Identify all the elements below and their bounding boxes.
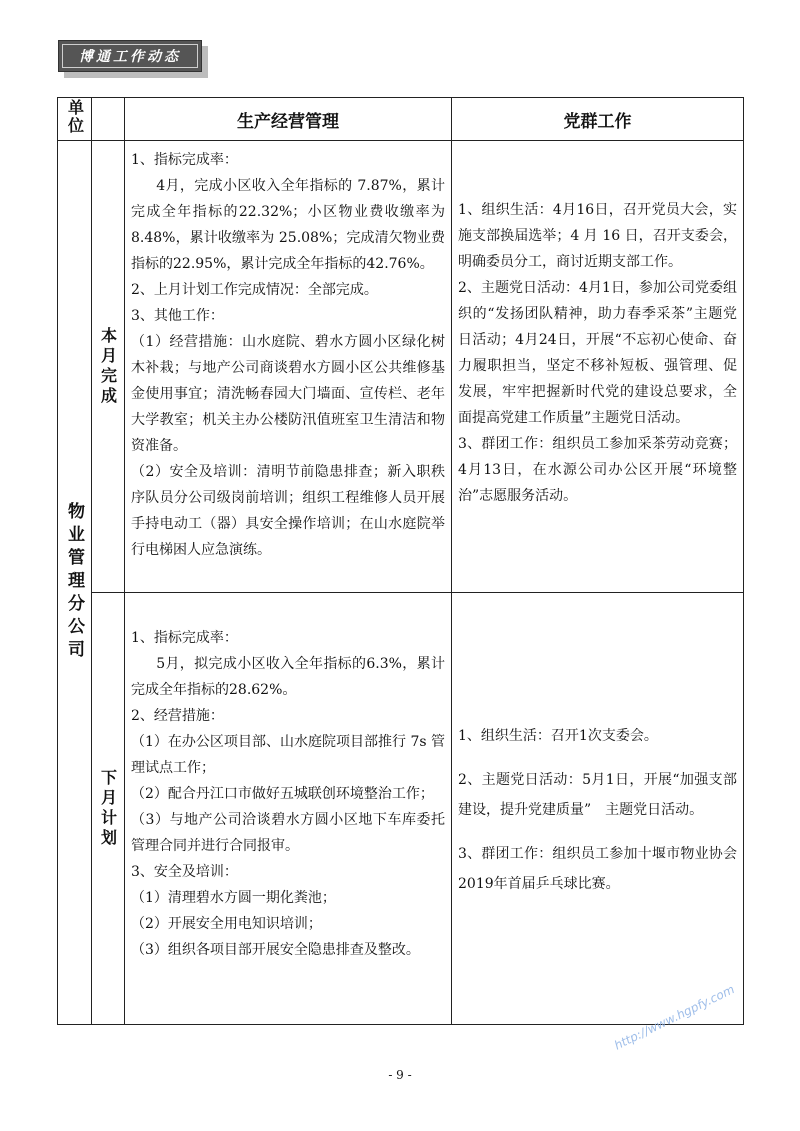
production-current-cell <box>125 141 452 593</box>
page-number: - 9 - <box>388 1068 412 1082</box>
production-current-line: 2、上月计划工作完成情况：全部完成。 <box>131 282 378 298</box>
party-next-line: 2、主题党日活动：5月1日，开展“加强支部建设，提升党建质量” 主题党日活动。 <box>458 772 737 818</box>
work-report-table <box>57 97 744 1025</box>
row-label-cell-current <box>92 141 125 593</box>
party-next-cell <box>452 593 744 1025</box>
table-header-row <box>58 98 744 141</box>
table-row-current-month <box>58 141 744 593</box>
unit-name: 物业管理分公司 <box>64 502 84 663</box>
production-current-line: 3、其他工作： <box>131 308 224 324</box>
production-current-line: 1、指标完成率： <box>131 152 238 168</box>
production-next-line: 1、指标完成率： <box>131 630 238 646</box>
production-current-line: （2）安全及培训：清明节前隐患排查；新入职秩序队员分公司级岗前培训；组织工程维修人员开展手持电动工（器）具安全操作培训；在山水庭院举行电梯困人应急演练。 <box>131 464 445 558</box>
production-current-line: 4月，完成小区收入全年指标的 7.87%，累计完成全年指标的22.32%；小区物业费收缴率为8.48%，累计收缴率为 25.08%；完成清欠物业费指标的22.95%，累计完成全年指标的42.76%。 <box>131 178 445 272</box>
party-next-line: 3、群团工作：组织员工参加十堰市物业协会2019年首届乒乓球比赛。 <box>458 846 737 892</box>
production-current-line: （1）经营措施：山水庭院、碧水方圆小区绿化树木补栽；与地产公司商谈碧水方圆小区公共维修基金使用事宜；清洗畅春园大门墙面、宣传栏、老年大学教室；机关主办公楼防汛值班室卫生清洁和物资准备。 <box>131 334 445 454</box>
watermark: http://www.hgpfy.com <box>612 982 737 1053</box>
header-production: 生产经营管理 <box>125 98 452 141</box>
production-next-line: 5月，拟完成小区收入全年指标的6.3%，累计完成全年指标的28.62%。 <box>131 656 445 698</box>
production-next-line: （1）在办公区项目部、山水庭院项目部推行 7s 管理试点工作； <box>131 734 445 776</box>
production-next-line: （3）与地产公司洽谈碧水方圆小区地下车库委托管理合同并进行合同报审。 <box>131 812 445 854</box>
production-next-line: （2）开展安全用电知识培训； <box>131 916 322 932</box>
header-party: 党群工作 <box>452 98 744 141</box>
production-next-cell <box>125 593 452 1025</box>
party-current-line: 1、组织生活：4月16日，召开党员大会，实施支部换届选举；4 月 16 日，召开支委会，明确委员分工，商讨近期支部工作。 <box>458 202 737 270</box>
row-label-current: 本月完成 <box>98 326 118 407</box>
row-label-next: 下月计划 <box>98 768 118 849</box>
production-next-line: 3、安全及培训： <box>131 864 238 880</box>
party-current-line: 2、主题党日活动：4月1日，参加公司党委组织的“发扬团队精神，助力春季采茶”主题党日活动；4月24日，开展“不忘初心使命、奋力履职担当，坚定不移补短板、强管理、促发展，牢牢把握新时代党的建设总要求，全面提高党建工作质量”主题党日活动。 <box>458 280 737 426</box>
table-row-next-month <box>58 593 744 1025</box>
production-next-line: （3）组织各项目部开展安全隐患排查及整改。 <box>131 942 420 958</box>
header-blank <box>92 98 125 141</box>
production-next-line: （2）配合丹江口市做好五城联创环境整治工作； <box>131 786 434 802</box>
tag-box <box>58 40 202 72</box>
party-next-line: 1、组织生活：召开1次支委会。 <box>458 728 658 744</box>
party-current-line: 3、群团工作：组织员工参加采茶劳动竞赛；4月13日，在水源公司办公区开展“环境整治”志愿服务活动。 <box>458 436 737 504</box>
section-tag <box>58 40 208 78</box>
production-next-line: 2、经营措施： <box>131 708 224 724</box>
section-tag-text: 博通工作动态 <box>79 49 181 65</box>
party-current-cell <box>452 141 744 593</box>
row-label-cell-next <box>92 593 125 1025</box>
production-next-line: （1）清理碧水方圆一期化粪池； <box>131 890 336 906</box>
header-unit: 单位 <box>58 98 92 141</box>
unit-name-cell <box>58 141 92 1025</box>
